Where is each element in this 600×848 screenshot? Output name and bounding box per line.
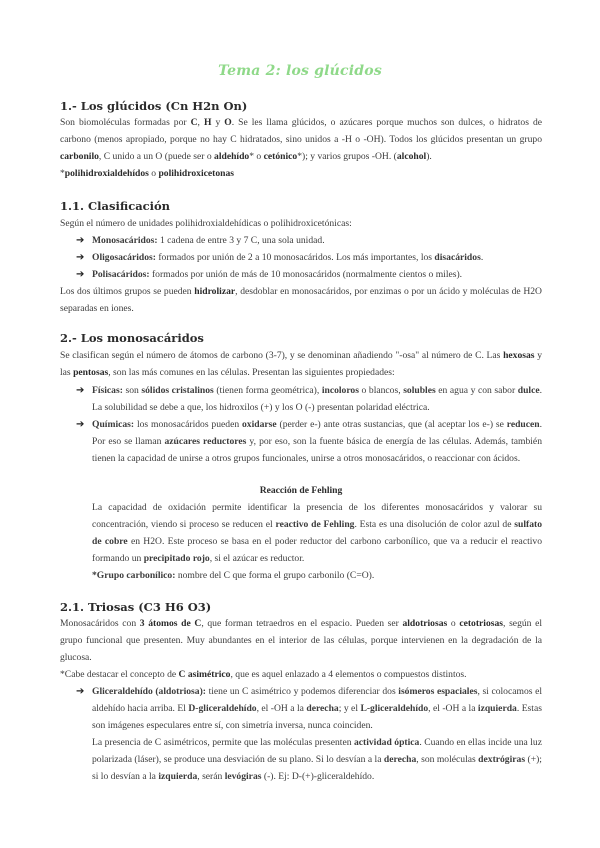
- monosacaridos-intro: Se clasifican según el número de átomos de carbono (3-7), y se denominan añadiendo "-osa" al número de C. Las hexosas y las pentosas, son las más comunes en las células. Presentan las siguientes propiedades:: [60, 350, 542, 379]
- section-heading-triosas: 2.1. Triosas (C3 H6 O3): [60, 600, 212, 614]
- grupo-carbonilico-note: *Grupo carbonílico: nombre del C que forma el grupo carbonilo (C=O).: [92, 570, 375, 581]
- list-item-monosacaridos: ➔ Monosacáridos: 1 cadena de entre 3 y 7 C, una sola unidad.: [76, 232, 542, 249]
- paragraph-definition: Son biomoléculas formadas por C, H y O. Se les llama glúcidos, o azúcares porque muchos son dulces, o hidratos de carbono (menos apropiado, porque no hay C hidratados, sino unidos a -H o -OH). Todos los glúcidos presentan un grupo carbonilo, C unido a un O (puede ser o aldehído* o cetónico*); y varios grupos -OH. (alcohol).: [60, 117, 543, 163]
- list-item-quimicas: ➔ Químicas: los monosacáridos pueden oxidarse (perder e-) ante otras sustancias, que (al aceptar los e-) se reducen. Por eso se llaman azúcares reductores y, por eso, son la fuente básica de energía de las células. Además, también tienen la capacidad de unirse a otros grupos funcionales, unirse a otros monosacáridos, o reaccionar con ácidos.: [76, 416, 542, 467]
- section-heading-clasificacion: 1.1. Clasificación: [60, 199, 171, 213]
- arrow-icon: ➔: [76, 235, 85, 246]
- fehling-paragraph: La capacidad de oxidación permite identificar la presencia de los diferentes monosacáridos y valorar su concentración, viendo si proceso se reducen el reactivo de Fehling. Esta es una disolución de color azul de sulfato de cobre en H2O. Este proceso se basa en el poder reductor del carbono carbonílico, que va a reducir el reactivo formando un precipitado rojo, si el azúcar es reductor.: [92, 502, 543, 565]
- clasificacion-outro: Los dos últimos grupos se pueden hidrolizar, desdoblar en monosacáridos, por enzimas o por un ácido y moléculas de H2O separadas en iones.: [60, 286, 542, 315]
- arrow-icon: ➔: [76, 252, 85, 263]
- fehling-heading: Reacción de Fehling: [259, 485, 343, 496]
- triosas-paragraph: Monosacáridos con 3 átomos de C, que forman tetraedros en el espacio. Pueden ser aldotriosas o cetotriosas, según el grupo funcional que presenten. Muy abundantes en el interior de las células, porque intervienen en la degradación de la glucosa.: [60, 618, 543, 664]
- c-asimetrico-note: *Cabe destacar el concepto de C asimétrico, que es aquel enlazado a 4 elementos o compuestos distintos.: [60, 669, 467, 680]
- section-heading-monosacaridos: 2.- Los monosacáridos: [60, 331, 204, 345]
- section-heading-glucidos: 1.- Los glúcidos (Cn H2n On): [60, 99, 248, 113]
- paragraph-footnote: *polihidroxialdehídos o polihidroxicetonas: [60, 168, 234, 179]
- actividad-optica-paragraph: La presencia de C asimétricos, permite que las moléculas presenten actividad óptica. Cuando en ellas incide una luz polarizada (láser), se produce una desviación de su plano. Si lo desvían a la derecha, son moléculas dextrógiras (+); si lo desvían a la izquierda, serán levógiras (-). Ej: D-(+)-gliceraldehído.: [92, 737, 542, 783]
- clasificacion-intro: Según el número de unidades polihidroxialdehídicas o polihidroxicetónicas:: [60, 218, 352, 229]
- arrow-icon: ➔: [76, 686, 85, 697]
- arrow-icon: ➔: [76, 419, 85, 430]
- page-title: Tema 2: los glúcidos: [218, 63, 382, 79]
- list-item-fisicas: ➔ Físicas: son sólidos cristalinos (tienen forma geométrica), incoloros o blancos, solubles en agua y con sabor dulce. La solubilidad se debe a que, los hidroxilos (+) y los O (-) presentan polaridad eléctrica.: [76, 382, 542, 416]
- list-item-gliceraldehido: ➔ Gliceraldehído (aldotriosa): tiene un C asimétrico y podemos diferenciar dos isómeros espaciales, si colocamos el aldehído hacia arriba. El D-gliceraldehído, el -OH a la derecha; y el L-gliceraldehído, el -OH a la izquierda. Estas son imágenes especulares entre sí, con simetría inversa, nunca coinciden.: [76, 683, 542, 734]
- list-item-oligosacaridos: ➔ Oligosacáridos: formados por unión de 2 a 10 monosacáridos. Los más importantes, los disacáridos.: [76, 249, 542, 266]
- list-item-polisacaridos: ➔ Polisacáridos: formados por unión de más de 10 monosacáridos (normalmente cientos o miles).: [76, 266, 542, 283]
- arrow-icon: ➔: [76, 269, 85, 280]
- arrow-icon: ➔: [76, 385, 85, 396]
